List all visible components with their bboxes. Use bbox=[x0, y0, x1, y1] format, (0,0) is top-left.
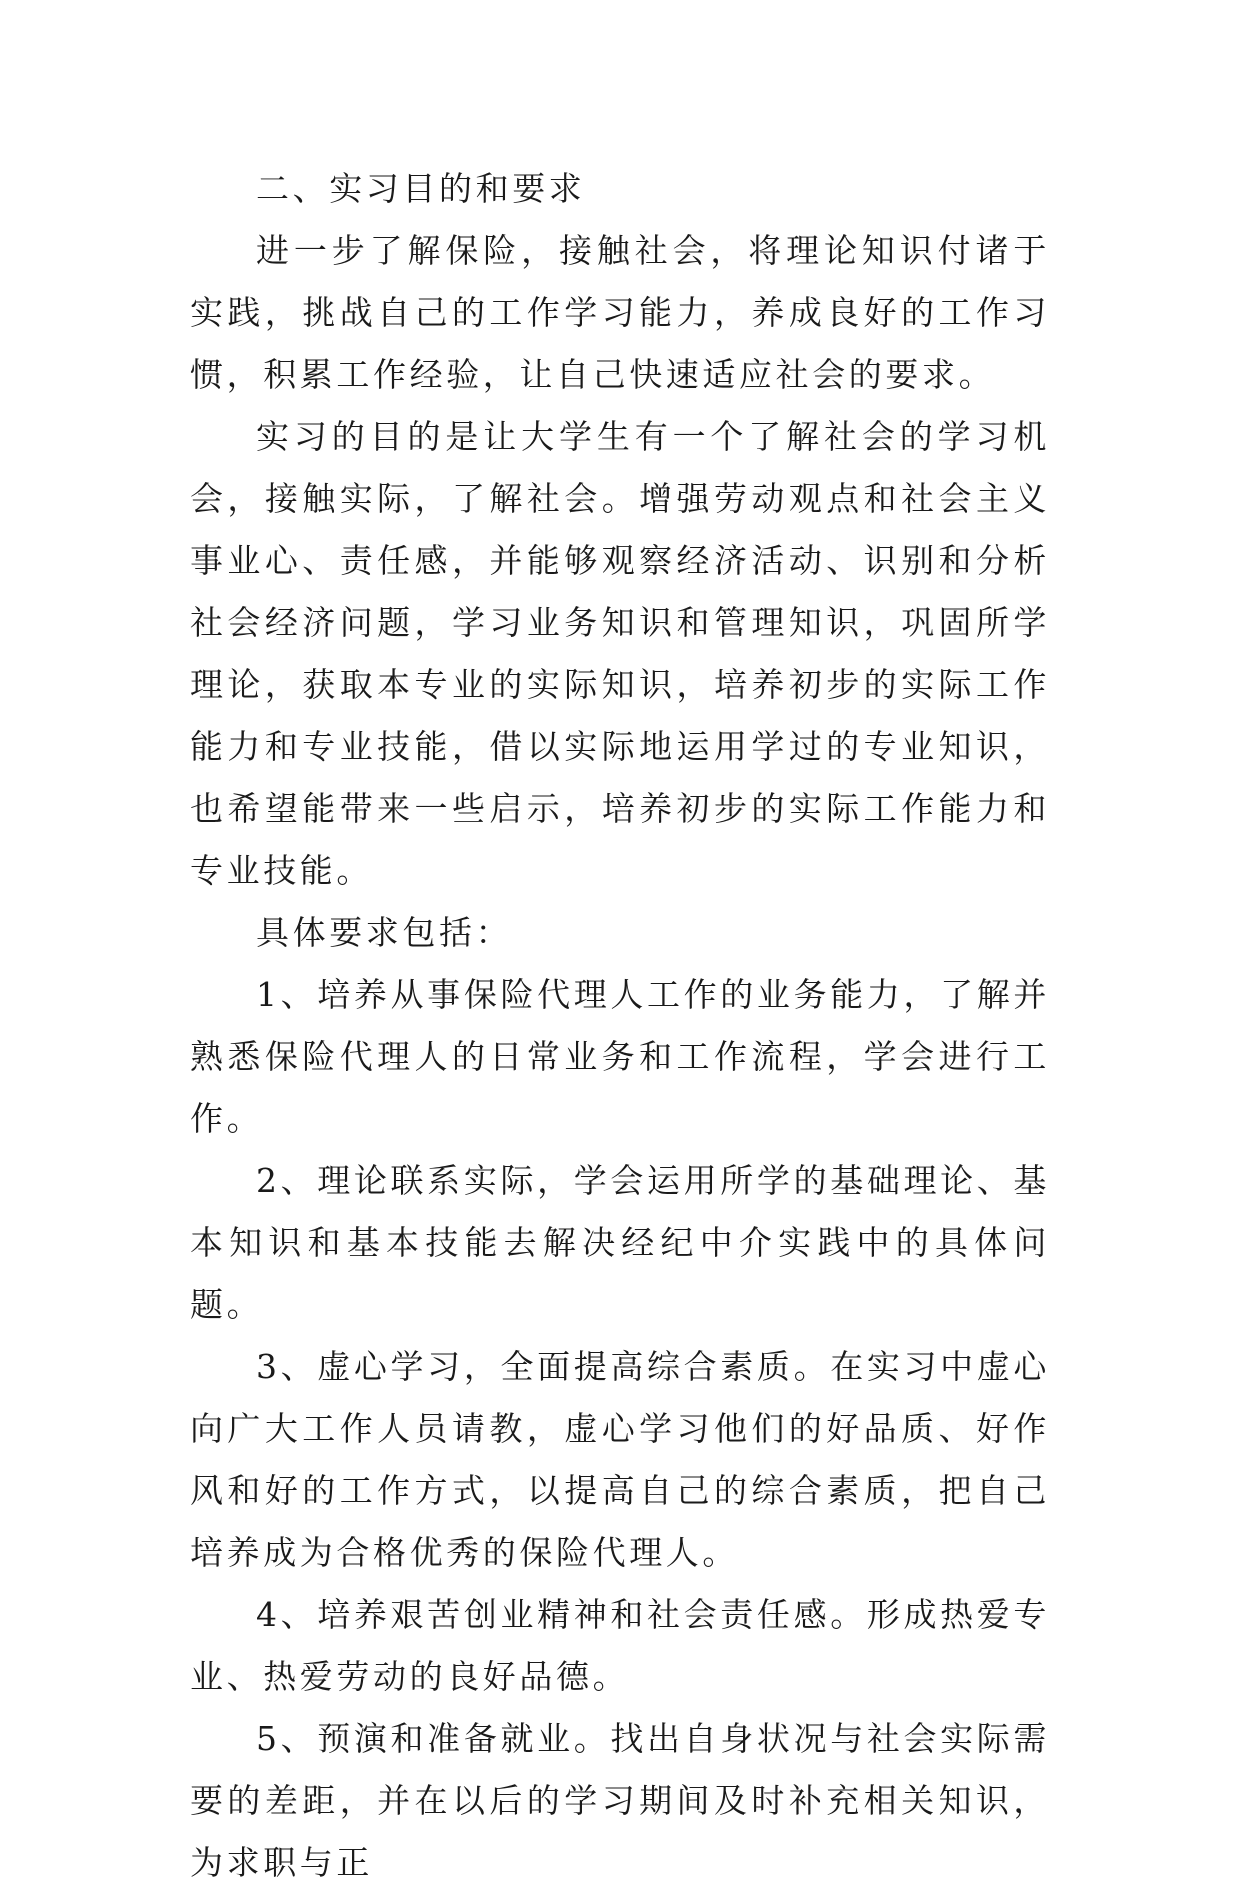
requirement-item-5: 5、预演和准备就业。找出自身状况与社会实际需要的差距，并在以后的学习期间及时补充相关知识，为求职与正 bbox=[190, 1719, 1050, 1882]
document-body bbox=[190, 158, 1050, 1894]
requirement-item-2: 2、理论联系实际，学会运用所学的基础理论、基本知识和基本技能去解决经纪中介实践中的具体问题。 bbox=[190, 1161, 1050, 1324]
requirement-item-3: 3、虚心学习，全面提高综合素质。在实习中虚心向广大工作人员请教，虚心学习他们的好品质、好作风和好的工作方式，以提高自己的综合素质，把自己培养成为合格优秀的保险代理人。 bbox=[190, 1347, 1050, 1572]
section-heading: 二、实习目的和要求 bbox=[256, 169, 586, 208]
requirement-item-4: 4、培养艰苦创业精神和社会责任感。形成热爱专业、热爱劳动的良好品德。 bbox=[190, 1595, 1050, 1696]
paragraph-intro: 进一步了解保险，接触社会，将理论知识付诸于实践，挑战自己的工作学习能力，养成良好的工作习惯，积累工作经验，让自己快速适应社会的要求。 bbox=[190, 231, 1050, 394]
paragraph-requirements-lead: 具体要求包括： bbox=[256, 913, 513, 952]
requirement-item-1: 1、培养从事保险代理人工作的业务能力，了解并熟悉保险代理人的日常业务和工作流程，学会进行工作。 bbox=[190, 975, 1050, 1138]
paragraph-purpose: 实习的目的是让大学生有一个了解社会的学习机会，接触实际，了解社会。增强劳动观点和社会主义事业心、责任感，并能够观察经济活动、识别和分析社会经济问题，学习业务知识和管理知识，巩固所学理论，获取本专业的实际知识，培养初步的实际工作能力和专业技能，借以实际地运用学过的专业知识，也希望能带来一些启示，培养初步的实际工作能力和专业技能。 bbox=[190, 417, 1050, 890]
